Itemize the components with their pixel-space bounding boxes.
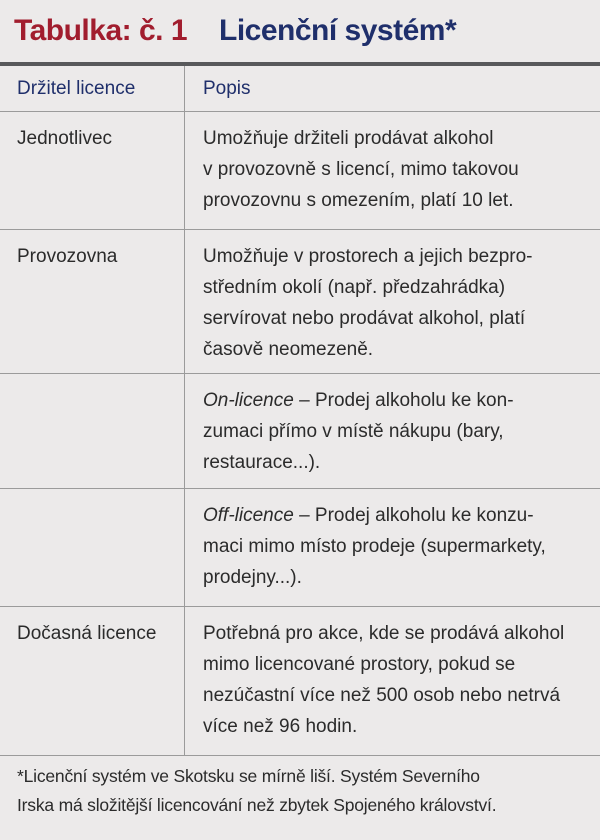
description-cell xyxy=(185,112,600,229)
description-line: maci mimo místo prodeje (supermarkety, xyxy=(203,536,546,557)
description-line: Potřebná pro akce, kde se prodává alkohol xyxy=(203,623,565,644)
description-cell xyxy=(185,489,600,606)
licence-term: On-licence xyxy=(203,390,294,411)
table-row xyxy=(0,230,600,374)
description-line: restaurace...). xyxy=(203,452,321,473)
description-cell xyxy=(185,607,600,755)
footnote xyxy=(0,756,600,820)
description-line: prodejny...). xyxy=(203,567,302,588)
licence-table xyxy=(0,66,600,755)
footnote-line: *Licenční systém ve Skotsku se mírně liší. Systém Severního xyxy=(17,766,480,786)
description-line xyxy=(203,500,590,531)
description-cell xyxy=(185,230,600,373)
column-header-holder: Držitel licence xyxy=(0,66,185,111)
table-row xyxy=(0,607,600,755)
holder-cell: Jednotlivec xyxy=(0,112,185,229)
holder-cell xyxy=(0,489,185,606)
description-line: Umožňuje v prostorech a jejich bezpro- xyxy=(203,246,533,267)
table-name: Licenční systém* xyxy=(219,14,457,47)
description-line: nezúčastní více než 500 osob nebo netrvá xyxy=(203,685,561,706)
holder-cell xyxy=(0,374,185,488)
table-row xyxy=(0,489,600,607)
description-line: časově neomezeně. xyxy=(203,339,374,360)
description-line: servírovat nebo prodávat alkohol, platí xyxy=(203,308,526,329)
description-text: – Prodej alkoholu ke konzu- xyxy=(293,505,534,526)
description-line: v provozovně s licencí, mimo takovou xyxy=(203,159,519,180)
description-line: Umožňuje držiteli prodávat alkohol xyxy=(203,128,494,149)
description-line: zumaci přímo v místě nákupu (bary, xyxy=(203,421,504,442)
holder-cell: Dočasná licence xyxy=(0,607,185,755)
description-line: více než 96 hodin. xyxy=(203,716,358,737)
table-row xyxy=(0,112,600,230)
description-line: mimo licencované prostory, pokud se xyxy=(203,654,516,675)
description-text: – Prodej alkoholu ke kon- xyxy=(293,390,514,411)
table-header-row xyxy=(0,66,600,112)
footnote-line: Irska má složitější licencování než zbytek Spojeného království. xyxy=(17,795,497,815)
description-line: provozovnu s omezením, platí 10 let. xyxy=(203,190,514,211)
table-number: Tabulka: č. 1 xyxy=(14,14,188,47)
licence-term: Off-licence xyxy=(203,505,294,526)
column-header-description: Popis xyxy=(203,77,251,99)
description-line: středním okolí (např. předzahrádka) xyxy=(203,277,506,298)
holder-cell: Provozovna xyxy=(0,230,185,373)
description-line xyxy=(203,385,590,416)
table-row xyxy=(0,374,600,489)
description-cell xyxy=(185,374,600,488)
table-title xyxy=(0,0,600,62)
